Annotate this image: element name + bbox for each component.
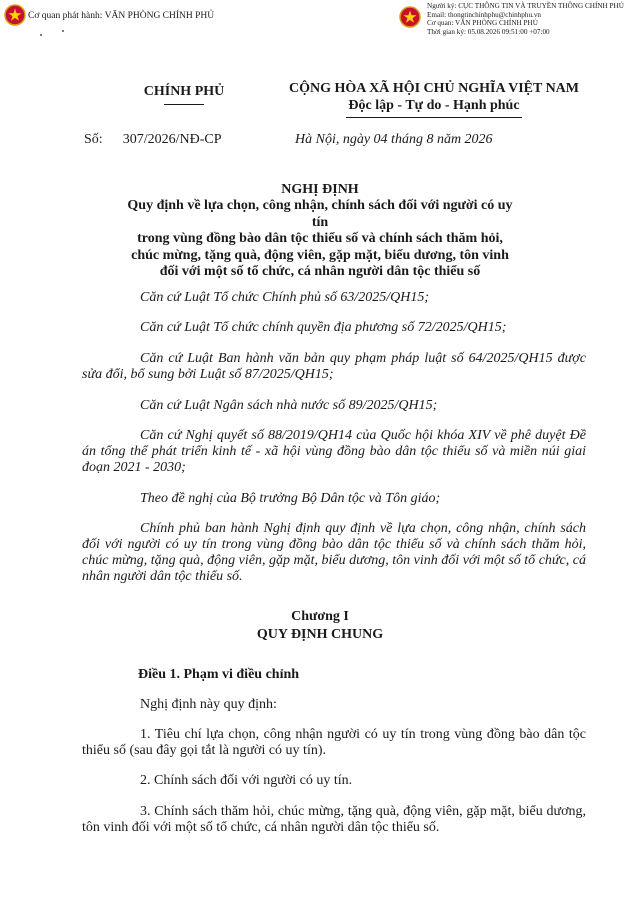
document-number bbox=[84, 132, 221, 148]
proposal-note: Theo đề nghị của Bộ trưởng Bộ Dân tộc và Tôn giáo; bbox=[140, 491, 441, 506]
legal-basis: Căn cứ Luật Tổ chức Chính phủ số 63/2025/QH15; bbox=[140, 290, 430, 305]
digital-signature-bar bbox=[0, 0, 640, 40]
article-intro: Nghị định này quy định: bbox=[140, 697, 277, 712]
number-label: Số: bbox=[84, 132, 103, 147]
legal-basis: Căn cứ Luật Ngân sách nhà nước số 89/2025/QH15; bbox=[140, 398, 438, 413]
legal-basis: Căn cứ Luật Tổ chức chính quyền địa phương số 72/2025/QH15; bbox=[140, 320, 507, 335]
motto-underline bbox=[346, 117, 522, 118]
chapter-label: Chương I bbox=[291, 609, 349, 624]
signing-time: Thời gian ký: 05.08.2026 09:51:00 +07:00 bbox=[427, 27, 550, 36]
article-item: 1. Tiêu chí lựa chọn, công nhận người có uy tín trong vùng đồng bào dân tộc thiểu số (sau đây gọi tắt là người có uy tín). bbox=[82, 727, 586, 758]
scan-speck bbox=[40, 34, 42, 36]
signer-email: Email: thongtinchinhphu@chinhphu.vn bbox=[427, 10, 542, 19]
national-emblem-icon bbox=[399, 6, 421, 28]
agency-header bbox=[120, 84, 248, 105]
legal-basis: Căn cứ Luật Ban hành văn bản quy phạm pháp luật số 64/2025/QH15 được sửa đổi, bổ sung bởi Luật số 87/2025/QH15; bbox=[82, 351, 586, 382]
subject-line: chúc mừng, tặng quà, động viên, gặp mặt, biểu dương, tôn vinh bbox=[131, 247, 509, 263]
signer-agency: Cơ quan: VĂN PHÒNG CHÍNH PHỦ bbox=[427, 19, 538, 27]
place-date: Hà Nội, ngày 04 tháng 8 năm 2026 bbox=[295, 132, 493, 147]
motto: Độc lập - Tự do - Hạnh phúc bbox=[348, 98, 520, 113]
article-item: 3. Chính sách thăm hỏi, chúc mừng, tặng quà, động viên, gặp mặt, biểu dương, tôn vinh đối với một số tổ chức, cá nhân người dân tộc thiểu số. bbox=[82, 804, 586, 835]
document-title bbox=[120, 181, 520, 281]
enactment-clause: Chính phủ ban hành Nghị định quy định về lựa chọn, công nhận, chính sách đối với người có uy tín trong vùng đồng bào dân tộc thiểu số và chính sách thăm hỏi, chúc mừng, tặng quà, động viên, gặp mặt, biểu dương, tôn vinh đối với một số tổ chức, cá nhân người dân tộc thiểu số. bbox=[82, 521, 586, 584]
agency-name: CHÍNH PHỦ bbox=[143, 84, 225, 99]
signer-line: Người ký: CỤC THÔNG TIN VÀ TRUYỀN THÔNG CHÍNH PHỦ bbox=[427, 2, 624, 10]
subject-line: đối với một số tổ chức, cá nhân người dân tộc thiểu số bbox=[159, 264, 481, 279]
chapter-heading bbox=[120, 608, 520, 644]
country-name: CỘNG HÒA XÃ HỘI CHỦ NGHĨA VIỆT NAM bbox=[288, 81, 579, 96]
issuer-label: Cơ quan phát hành: VĂN PHÒNG CHÍNH PHỦ bbox=[28, 11, 215, 21]
subject-line: Quy định về lựa chọn, công nhận, chính sách đối với người có uy tín bbox=[127, 198, 513, 230]
article-item: 2. Chính sách đối với người có uy tín. bbox=[140, 773, 353, 788]
national-header bbox=[258, 80, 610, 118]
agency-underline bbox=[164, 104, 204, 105]
scan-speck bbox=[62, 30, 64, 32]
number-value: 307/2026/NĐ-CP bbox=[122, 132, 222, 147]
legal-basis: Căn cứ Nghị quyết số 88/2019/QH14 của Quốc hội khóa XIV về phê duyệt Đề án tổng thể phát triển kinh tế - xã hội vùng đồng bào dân tộc thiểu số và miền núi giai đoạn 2021 - 2030; bbox=[82, 428, 586, 475]
subject-line: trong vùng đồng bào dân tộc thiểu số và chính sách thăm hỏi, bbox=[137, 231, 503, 246]
chapter-title: QUY ĐỊNH CHUNG bbox=[256, 627, 384, 642]
article-heading: Điều 1. Phạm vi điều chỉnh bbox=[138, 667, 300, 682]
signer-info bbox=[427, 2, 624, 36]
national-emblem-icon bbox=[4, 4, 26, 26]
doc-type: NGHỊ ĐỊNH bbox=[281, 182, 359, 197]
